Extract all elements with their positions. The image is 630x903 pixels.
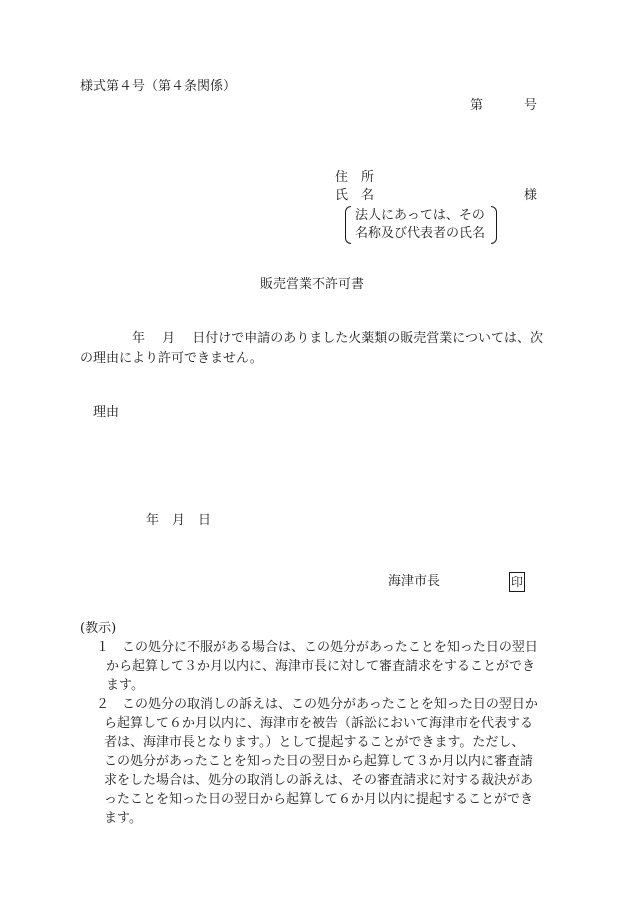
issuer-name: 海津市長 bbox=[388, 574, 441, 589]
doc-number-prefix: 第 bbox=[470, 98, 484, 113]
reason-label: 理由 bbox=[93, 405, 120, 420]
corporate-note-line1: 法人にあっては、その bbox=[355, 208, 485, 223]
honorific: 様 bbox=[524, 188, 538, 203]
notice-item-2-line3: 者は、海津市長となります。）として提起することができます。ただし、 bbox=[104, 735, 525, 750]
notice-item-2-line1: この処分の取消しの訴えは、この処分があったことを知った日の翌日か bbox=[122, 697, 538, 712]
notice-item-1-line3: ます。 bbox=[106, 678, 144, 693]
document-title: 販売営業不許可書 bbox=[260, 277, 365, 292]
body-line1: 年 月 日付けで申請のありました火薬類の販売営業については、次 bbox=[132, 331, 544, 346]
notice-heading: (教示) bbox=[80, 621, 117, 636]
issue-date: 年 月 日 bbox=[146, 513, 212, 528]
seal-stamp: 印 bbox=[509, 572, 525, 592]
notice-item-2-line4: この処分があったことを知った日の翌日から起算して３か月以内に審査請 bbox=[104, 754, 533, 769]
form-header: 様式第４号（第４条関係） bbox=[80, 79, 237, 94]
notice-item-2-line7: ます。 bbox=[104, 811, 142, 826]
name-label: 氏 名 bbox=[335, 188, 375, 203]
notice-item-1-number: １ bbox=[96, 640, 110, 655]
notice-item-2-line2: ら起算して６か月以内に、海津市を被告（訴訟において海津市を代表する bbox=[104, 716, 534, 731]
left-bracket bbox=[345, 206, 351, 244]
address-label: 住 所 bbox=[335, 170, 375, 185]
corporate-note bbox=[345, 206, 497, 244]
notice-item-1-line1: この処分に不服がある場合は、この処分があったことを知った日の翌日 bbox=[122, 640, 538, 655]
notice-item-2-number: ２ bbox=[96, 697, 110, 712]
notice-item-2-line6: ったことを知った日の翌日から起算して６か月以内に提起することができ bbox=[104, 792, 534, 807]
right-bracket bbox=[491, 206, 497, 244]
doc-number-suffix: 号 bbox=[524, 98, 538, 113]
corporate-note-line2: 名称及び代表者の氏名 bbox=[355, 226, 486, 241]
notice-item-1-line2: から起算して３か月以内に、海津市長に対して審査請求をすることができ bbox=[106, 659, 536, 674]
notice-item-2-line5: 求をした場合は、処分の取消しの訴えは、その審査請求に対する裁決があ bbox=[104, 773, 534, 788]
body-line2: の理由により許可できません。 bbox=[80, 351, 263, 366]
